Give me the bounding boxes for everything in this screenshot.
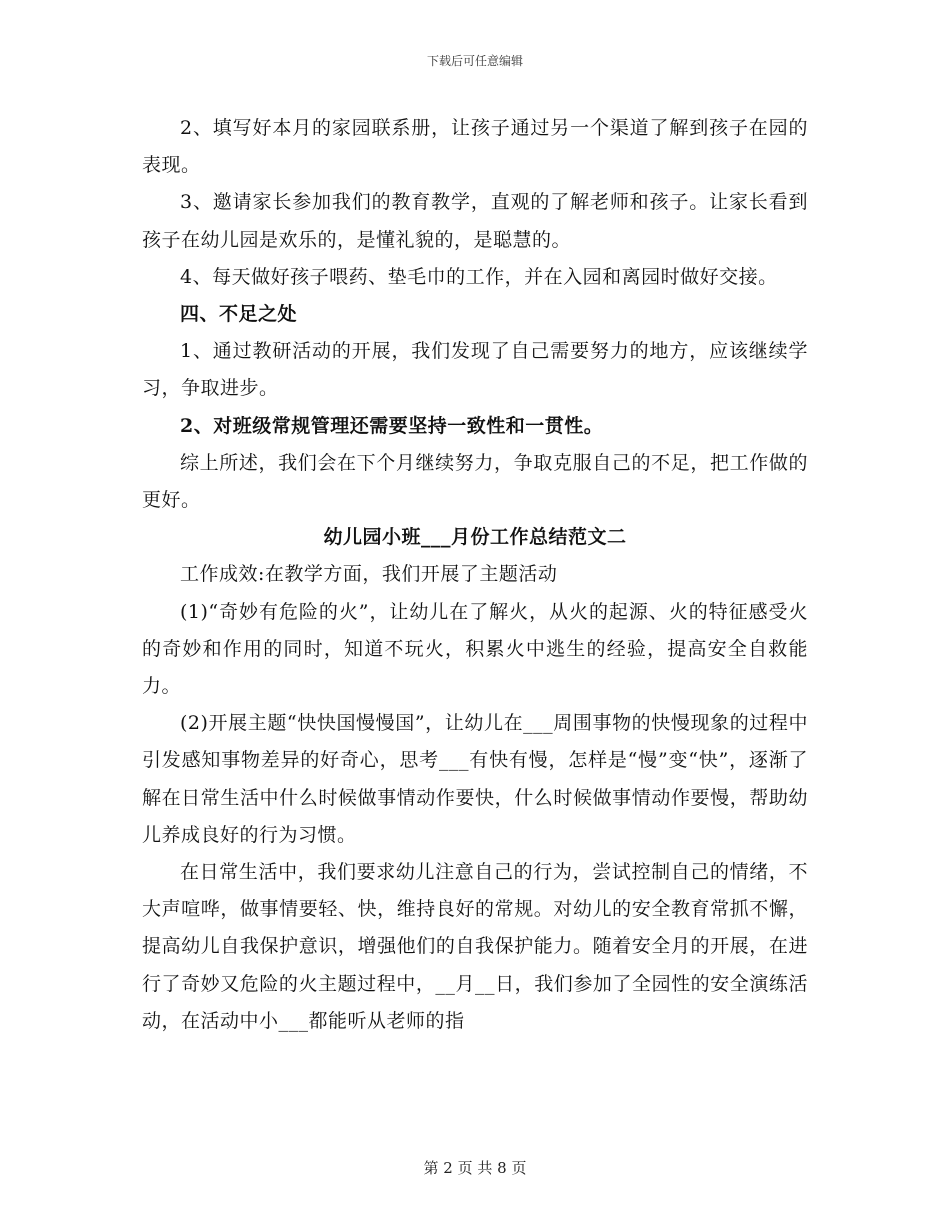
paragraph-theme-speed: (2)开展主题“快快国慢慢国”，让幼儿在___周围事物的快慢现象的过程中引发感知事物差异的好奇心，思考___有快有慢，怎样是“慢”变“快”，逐渐了解在日常生活中什么时候做事情动作要快，什么时候做事情动作要慢，帮助幼儿养成良好的行为习惯。 bbox=[142, 712, 808, 846]
paragraph-shortcoming-2: 2、对班级常规管理还需要坚持一致性和一贯性。 bbox=[180, 414, 604, 437]
paragraph-summary: 综上所述，我们会在下个月继续努力，争取克服自己的不足，把工作做的更好。 bbox=[142, 451, 808, 512]
paragraph-item-2: 2、填写好本月的家园联系册，让孩子通过另一个渠道了解到孩子在园的表现。 bbox=[142, 117, 808, 177]
document-body bbox=[142, 110, 808, 1040]
page-header: 下载后可任意编辑 bbox=[426, 54, 523, 68]
part2-paragraphs bbox=[142, 556, 808, 1040]
paragraph-item-3: 3、邀请家长参加我们的教育教学，直观的了解老师和孩子。让家长看到孩子在幼儿园是欢乐的，是懂礼貌的，是聪慧的。 bbox=[142, 191, 808, 251]
part1-paragraphs bbox=[142, 110, 808, 519]
paragraph-daily-life: 在日常生活中，我们要求幼儿注意自己的行为，尝试控制自己的情绪，不大声喧哗，做事情要轻、快，维持良好的常规。对幼儿的安全教育常抓不懈，提高幼儿自我保护意识，增强他们的自我保护能力。随着安全月的开展，在进行了奇妙又危险的火主题过程中，__月__日，我们参加了全园性的安全演练活动，在活动中小___都能听从老师的指 bbox=[142, 861, 808, 1032]
section-heading-shortcomings: 四、不足之处 bbox=[180, 303, 298, 326]
paragraph-theme-fire: (1)“奇妙有危险的火”，让幼儿在了解火，从火的起源、火的特征感受火的奇妙和作用的同时，知道不玩火，积累火中逃生的经验，提高安全自救能力。 bbox=[142, 600, 808, 698]
paragraph-work-results: 工作成效:在教学方面，我们开展了主题活动 bbox=[180, 563, 558, 586]
page-footer: 第 2 页 共 8 页 bbox=[423, 1159, 527, 1177]
section-title: 幼儿园小班___月份工作总结范文二 bbox=[323, 526, 627, 549]
paragraph-item-4: 4、每天做好孩子喂药、垫毛巾的工作，并在入园和离园时做好交接。 bbox=[180, 265, 778, 288]
paragraph-shortcoming-1: 1、通过教研活动的开展，我们发现了自己需要努力的地方，应该继续学习，争取进步。 bbox=[142, 340, 808, 400]
